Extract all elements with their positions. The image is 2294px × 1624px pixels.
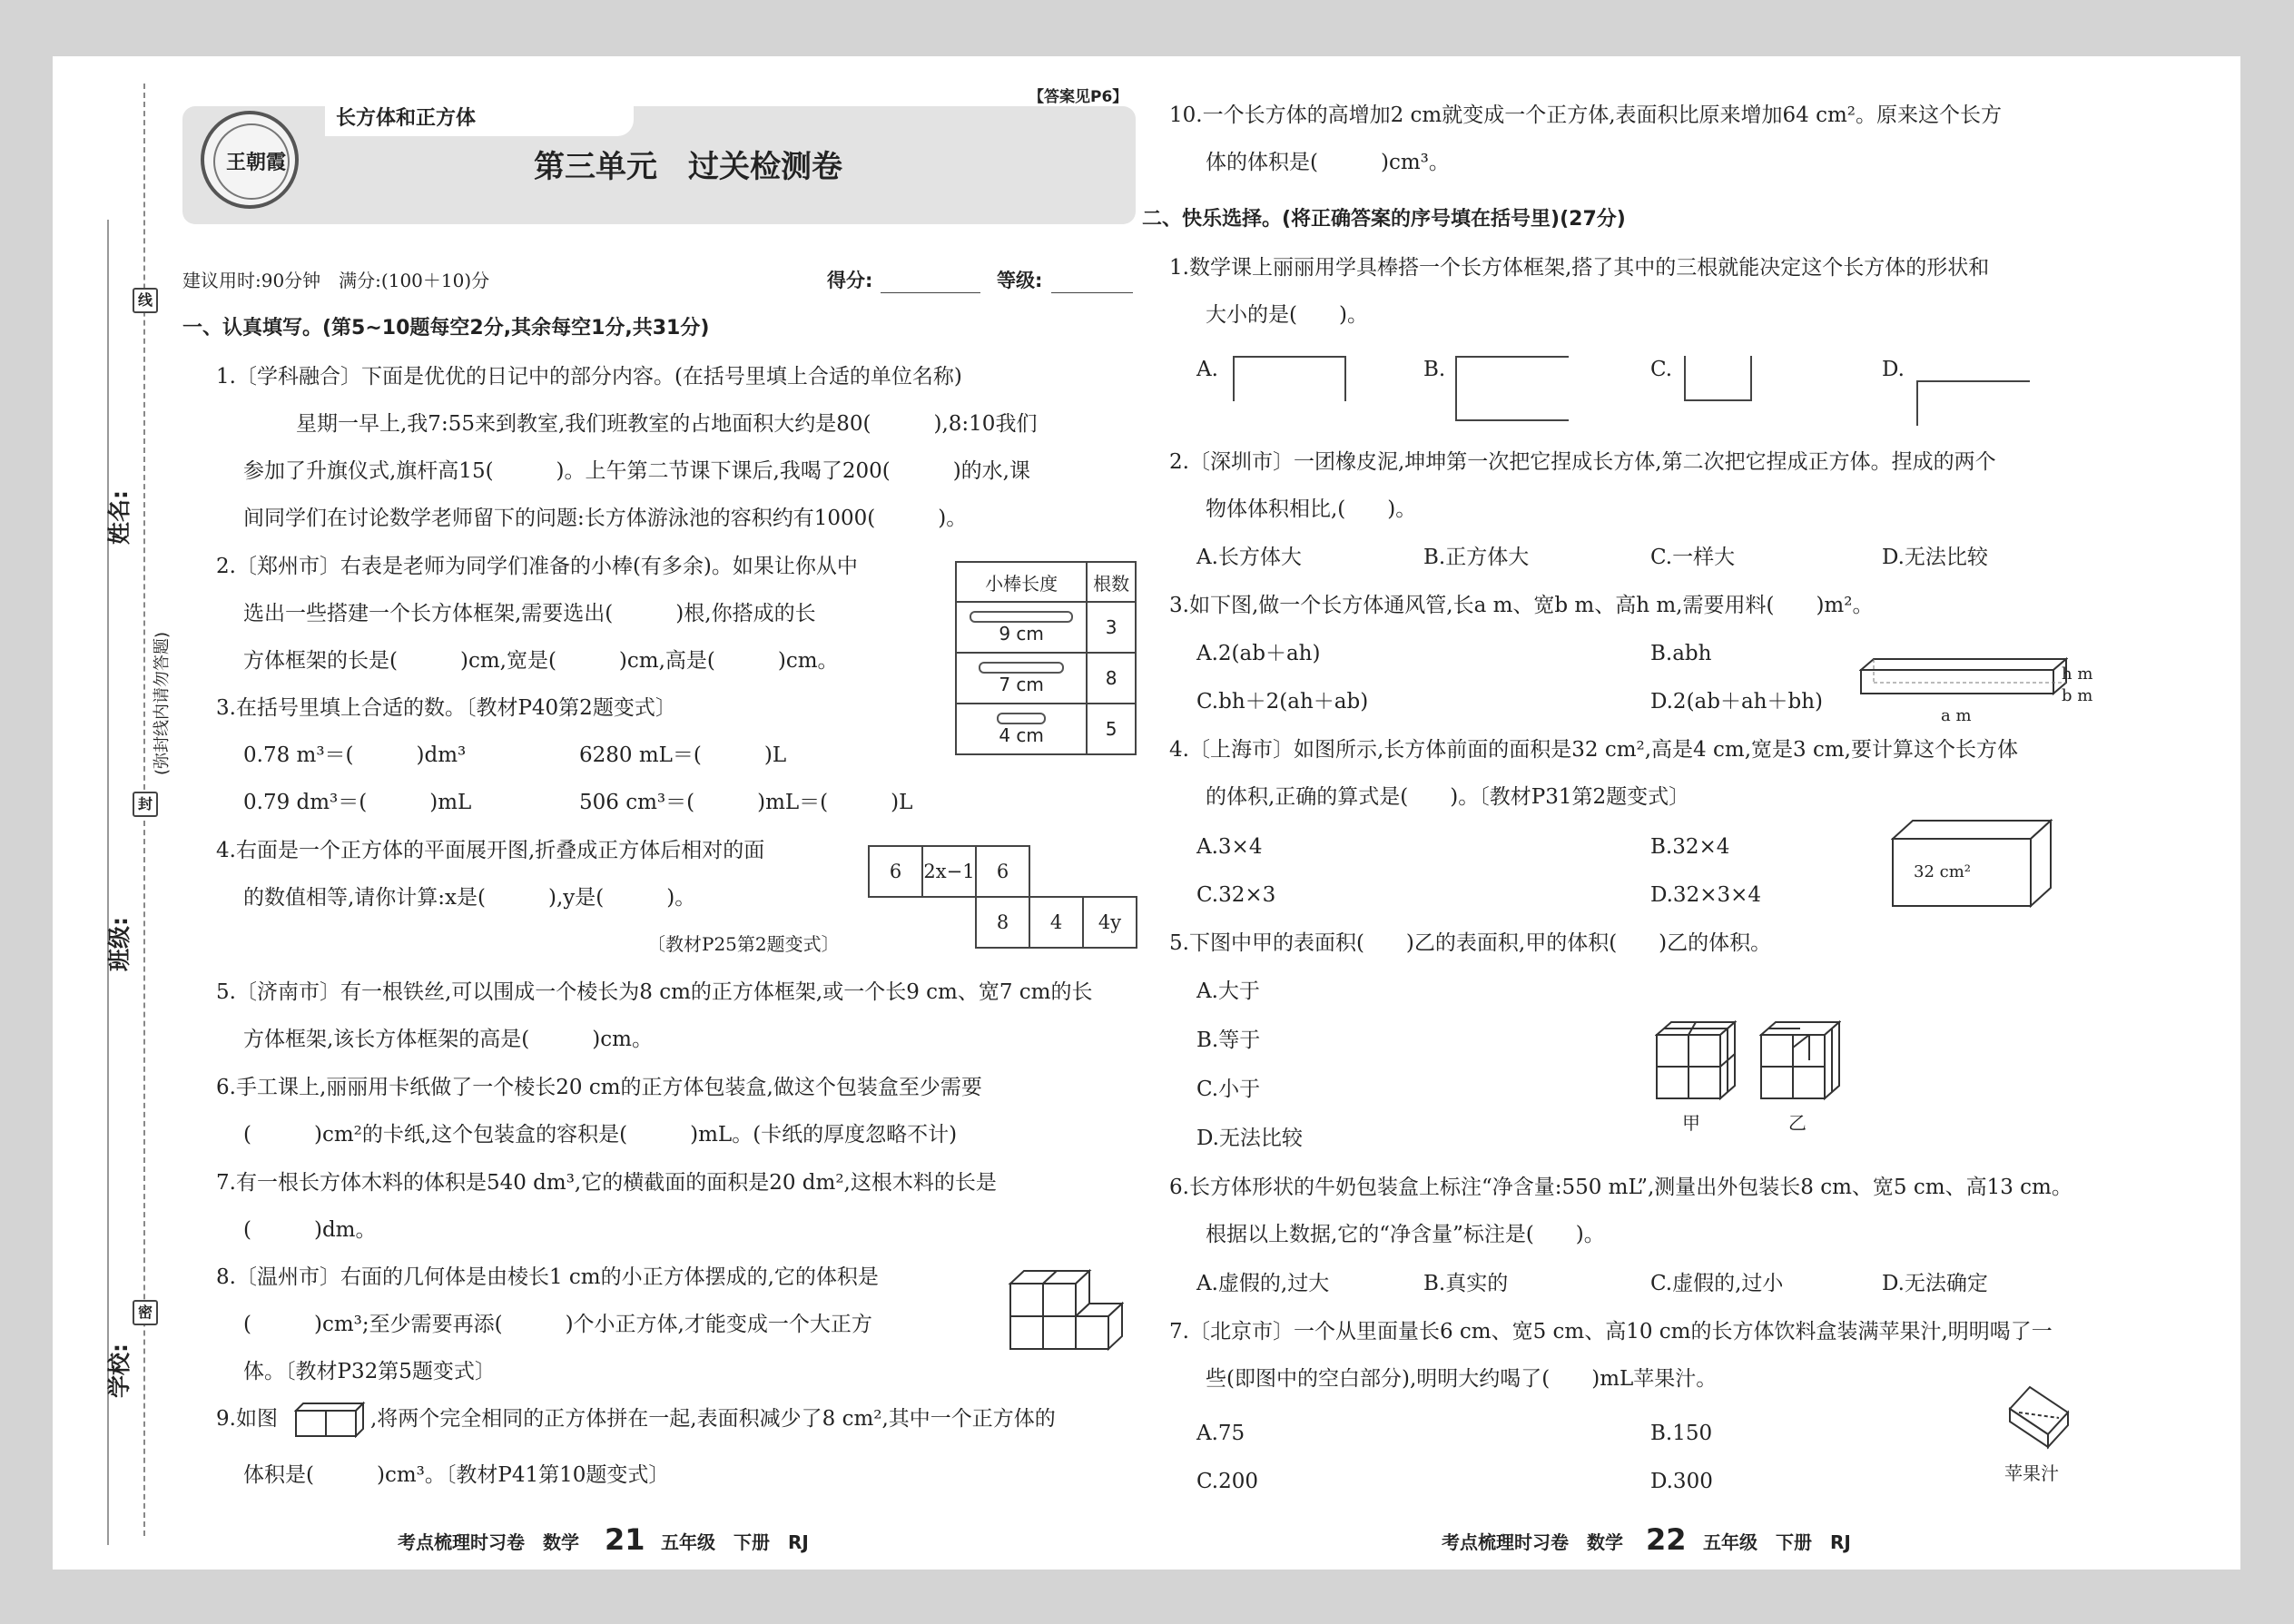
- c1-option-a[interactable]: A.: [1196, 358, 1218, 381]
- c2-option-a[interactable]: A.长方体大: [1196, 546, 1302, 569]
- c6-option-b[interactable]: B.真实的: [1423, 1272, 1509, 1295]
- c1-line2: 大小的是( )。: [1206, 303, 1368, 327]
- footer-tail: 五年级 下册 RJ: [661, 1531, 809, 1553]
- stick-count: 5: [1087, 704, 1136, 754]
- duct-width-label: b m: [2062, 686, 2093, 705]
- page-title: 第三单元 过关检测卷: [534, 149, 842, 185]
- c1-option-d[interactable]: D.: [1882, 358, 1905, 381]
- q7-line1: 7.有一根长方体木料的体积是540 dm³,它的横截面的面积是20 dm²,这根木料的长是: [216, 1171, 997, 1195]
- c6-line2: 根据以上数据,它的“净含量”标注是( )。: [1206, 1223, 1605, 1246]
- c2-option-b[interactable]: B.正方体大: [1423, 546, 1530, 569]
- cube-jia-figure: [1655, 1020, 1737, 1102]
- answer-ref: 【答案见P6】: [1029, 88, 1128, 106]
- section-2-heading: 二、快乐选择。(将正确答案的序号填在括号里)(27分): [1142, 208, 1626, 231]
- c7-option-c[interactable]: C.200: [1196, 1470, 1258, 1493]
- table-row: [956, 704, 1136, 754]
- c3-option-d[interactable]: D.2(ab＋ah＋bh): [1650, 690, 1824, 714]
- q9-text: ,将两个完全相同的正方体拼在一起,表面积减少了8 cm²,其中一个正方体的: [370, 1407, 1056, 1431]
- q6-line2: ( )cm²的卡纸,这个包装盒的容积是( )mL。(卡纸的厚度忽略不计): [243, 1123, 958, 1147]
- c7-option-b[interactable]: B.150: [1650, 1422, 1713, 1445]
- table-row: [956, 602, 1136, 653]
- q1-line3: 间同学们在讨论数学老师留下的问题:长方体游泳池的容积约有1000( )。: [243, 507, 968, 530]
- footer-series: 考点梳理时习卷 数学: [398, 1531, 579, 1553]
- c5-option-a[interactable]: A.大于: [1196, 979, 1260, 1003]
- frame-b: [1455, 356, 1569, 421]
- stick-icon: [997, 713, 1046, 724]
- q9-line2: 体积是( )cm³。〔教材P41第10题变式〕: [243, 1463, 670, 1487]
- c3-option-c[interactable]: C.bh＋2(ah＋ab): [1196, 690, 1369, 714]
- brand-logo: 王朝霞: [201, 111, 299, 209]
- cube-yi-figure: [1759, 1020, 1841, 1102]
- q3-item-a: 0.78 m³＝( )dm³: [243, 743, 467, 767]
- table-row: [956, 653, 1136, 704]
- q5-line1: 5.〔济南市〕有一根铁丝,可以围成一个棱长为8 cm的正方体框架,或一个长9 cm、宽7 cm的长: [216, 980, 1093, 1004]
- page-number: 22: [1646, 1522, 1687, 1557]
- c5-option-c[interactable]: C.小于: [1196, 1078, 1261, 1101]
- q3-head: 3.在括号里填上合适的数。〔教材P40第2题变式〕: [216, 696, 676, 720]
- q1-line2: 参加了升旗仪式,旗杆高15( )。上午第二节课下课后,我喝了200( )的水,课: [243, 459, 1030, 483]
- c2-line1: 2.〔深圳市〕一团橡皮泥,坤坤第一次把它捏成长方体,第二次把它捏成正方体。捏成的两个: [1169, 450, 1996, 474]
- c3-option-a[interactable]: A.2(ab＋ah): [1196, 642, 1321, 665]
- c1-option-b[interactable]: B.: [1423, 358, 1446, 381]
- time-score-meta: 建议用时:90分钟 满分:(100＋10)分: [182, 270, 490, 291]
- seal-mark-secret: 密: [133, 1300, 158, 1325]
- q9-prefix: 9.如图: [216, 1407, 278, 1431]
- q6-line1: 6.手工课上,丽丽用卡纸做了一个棱长20 cm的正方体包装盒,做这个包装盒至少需要: [216, 1076, 982, 1099]
- q3-item-c: 0.79 dm³＝( )mL: [243, 791, 472, 814]
- juice-box-figure: [2003, 1382, 2075, 1454]
- stick-table: [955, 561, 1137, 755]
- net-face: 2x−1: [921, 845, 977, 898]
- c3-line1: 3.如下图,做一个长方体通风管,长a m、宽b m、高h m,需要用料( )m²。: [1169, 594, 1874, 617]
- stick-length: 7 cm: [999, 673, 1044, 695]
- table-header: 根数: [1087, 562, 1136, 602]
- grade-field[interactable]: [1051, 292, 1133, 293]
- left-page: [53, 56, 1142, 1570]
- net-face: 8: [975, 896, 1030, 949]
- right-page: [1142, 56, 2240, 1570]
- q7-line2: ( )dm。: [243, 1218, 377, 1242]
- q1-line1: 星期一早上,我7:55来到教室,我们班教室的占地面积大约是80( ),8:10我们: [296, 412, 1038, 436]
- stick-count: 8: [1087, 653, 1136, 704]
- c6-option-a[interactable]: A.虚假的,过大: [1196, 1272, 1330, 1295]
- section-1-heading: 一、认真填写。(第5~10题每空2分,其余每空1分,共31分): [182, 317, 710, 340]
- q10-line2: 体的体积是( )cm³。: [1206, 151, 1450, 174]
- seal-mark-line: 线: [133, 288, 158, 313]
- grade-label: 等级:: [997, 270, 1043, 291]
- footer-series: 考点梳理时习卷 数学: [1442, 1531, 1623, 1553]
- score-label: 得分:: [827, 270, 873, 291]
- q1-head: 1.〔学科融合〕下面是优优的日记中的部分内容。(在括号里填上合适的单位名称): [216, 365, 962, 389]
- net-face: 6: [975, 845, 1030, 898]
- juice-label: 苹果汁: [2004, 1462, 2059, 1484]
- name-label: 姓名:: [106, 490, 133, 545]
- c2-line2: 物体体积相比,( )。: [1206, 497, 1417, 521]
- q2-line1: 2.〔郑州市〕右表是老师为同学们准备的小棒(有多余)。如果让你从中: [216, 555, 858, 578]
- duct-length-label: a m: [1941, 706, 1972, 725]
- stick-length: 4 cm: [999, 723, 1044, 746]
- duct-height-label: h m: [2062, 664, 2093, 684]
- score-field[interactable]: [881, 292, 980, 293]
- q2-line3: 方体框架的长是( )cm,宽是( )cm,高是( )cm。: [243, 649, 839, 673]
- table-header: 小棒长度: [956, 562, 1087, 602]
- net-face: 4y: [1082, 896, 1137, 949]
- q3-item-d: 506 cm³＝( )mL＝( )L: [579, 791, 913, 814]
- box-area-label: 32 cm²: [1914, 862, 1971, 881]
- two-cubes-figure: [294, 1402, 367, 1438]
- cube-yi-label: 乙: [1788, 1112, 1807, 1134]
- class-label: 班级:: [106, 917, 133, 971]
- stick-length: 9 cm: [999, 622, 1044, 645]
- c4-option-b[interactable]: B.32×4: [1650, 835, 1730, 859]
- q3-item-b: 6280 mL＝( )L: [579, 743, 787, 767]
- q4-ref: 〔教材P25第2题变式〕: [647, 933, 840, 955]
- q8-line2: ( )cm³;至少需要再添( )个小正方体,才能变成一个大正方: [243, 1313, 872, 1336]
- c7-line2: 些(即图中的空白部分),明明大约喝了( )mL苹果汁。: [1206, 1367, 1718, 1391]
- frame-a: [1233, 356, 1346, 401]
- c5-option-b[interactable]: B.等于: [1196, 1029, 1261, 1052]
- c4-line2: 的体积,正确的算式是( )。〔教材P31第2题变式〕: [1206, 785, 1690, 809]
- c1-option-c[interactable]: C.: [1650, 358, 1673, 381]
- duct-figure: [1859, 655, 2068, 710]
- frame-d: [1916, 380, 2030, 426]
- c2-option-d[interactable]: D.无法比较: [1882, 546, 1988, 569]
- stick-count: 3: [1087, 602, 1136, 653]
- c7-option-a[interactable]: A.75: [1196, 1422, 1245, 1445]
- c4-option-a[interactable]: A.3×4: [1196, 835, 1263, 859]
- q2-line2: 选出一些搭建一个长方体框架,需要选出( )根,你搭成的长: [243, 602, 816, 625]
- c7-line1: 7.〔北京市〕一个从里面量长6 cm、宽5 cm、高10 cm的长方体饮料盒装满苹果汁,明明喝了一: [1169, 1320, 2053, 1343]
- frame-c: [1684, 356, 1752, 401]
- c5-option-d[interactable]: D.无法比较: [1196, 1127, 1303, 1150]
- stick-icon: [979, 662, 1064, 674]
- c6-line1: 6.长方体形状的牛奶包装盒上标注“净含量:550 mL”,测量出外包装长8 cm、宽5 cm、高13 cm。: [1169, 1176, 2072, 1199]
- q8-line3: 体。〔教材P32第5题变式〕: [243, 1360, 496, 1383]
- school-label: 学校:: [106, 1343, 133, 1398]
- unit-label: 长方体和正方体: [336, 107, 477, 130]
- stick-icon: [970, 611, 1073, 623]
- c7-option-d[interactable]: D.300: [1650, 1470, 1713, 1493]
- net-face: 4: [1029, 896, 1084, 949]
- c2-option-c[interactable]: C.一样大: [1650, 546, 1736, 569]
- c6-option-d[interactable]: D.无法确定: [1882, 1272, 1988, 1295]
- seal-note: (弥封线内请勿答题): [153, 631, 172, 776]
- c4-option-c[interactable]: C.32×3: [1196, 883, 1276, 907]
- cube-stack-figure: [1006, 1264, 1124, 1354]
- seal-mark-seal: 封: [133, 792, 158, 817]
- c4-option-d[interactable]: D.32×3×4: [1650, 883, 1762, 907]
- q4-line2: 的数值相等,请你计算:x是( ),y是( )。: [243, 886, 696, 910]
- c1-line1: 1.数学课上丽丽用学具棒搭一个长方体框架,搭了其中的三根就能决定这个长方体的形状和: [1169, 256, 1990, 280]
- c5-line1: 5.下图中甲的表面积( )乙的表面积,甲的体积( )乙的体积。: [1169, 931, 1772, 955]
- footer-tail: 五年级 下册 RJ: [1703, 1531, 1851, 1553]
- cube-jia-label: 甲: [1682, 1112, 1700, 1134]
- c6-option-c[interactable]: C.虚假的,过小: [1650, 1272, 1784, 1295]
- c4-line1: 4.〔上海市〕如图所示,长方体前面的面积是32 cm²,高是4 cm,宽是3 cm,要计算这个长方体: [1169, 738, 2018, 762]
- q5-line2: 方体框架,该长方体框架的高是( )cm。: [243, 1028, 653, 1051]
- c3-option-b[interactable]: B.abh: [1650, 642, 1712, 665]
- exam-sheet: [53, 56, 2240, 1570]
- q4-line1: 4.右面是一个正方体的平面展开图,折叠成正方体后相对的面: [216, 839, 765, 862]
- net-face: 6: [868, 845, 923, 898]
- q8-line1: 8.〔温州市〕右面的几何体是由棱长1 cm的小正方体摆成的,它的体积是: [216, 1265, 879, 1289]
- page-number: 21: [605, 1522, 645, 1557]
- q10-line1: 10.一个长方体的高增加2 cm就变成一个正方体,表面积比原来增加64 cm²。原来这个长方: [1169, 103, 2003, 127]
